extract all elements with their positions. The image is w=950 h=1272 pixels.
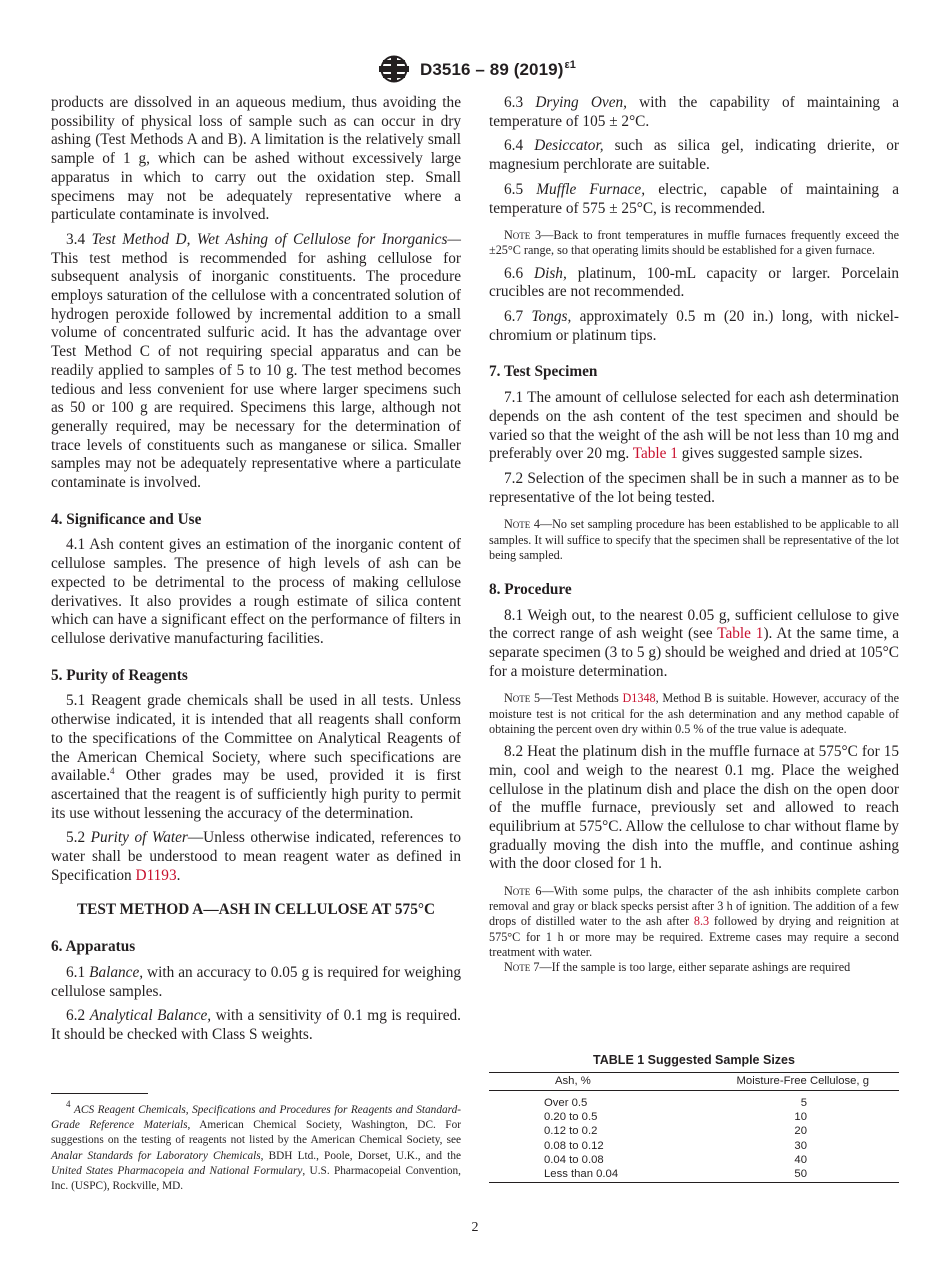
sample-sizes-table <box>489 1072 899 1183</box>
note-4: Note 4—No set sampling procedure has been established to be applicable to all samples. It will suffice to specify that the specimen shall be representative of the lot being sampled. <box>489 517 899 562</box>
section-8-1: 8.1 Weigh out, to the nearest 0.05 g, sufficient cellulose to give the correct range of ash weight (see Table 1). At the same time, a separate specimen (3 to 5 g) should be weighed and dried at 105°C for a moisture determination. <box>489 606 899 680</box>
section-6-2: 6.2 Analytical Balance, with a sensitivity of 0.1 mg is required. It should be checked with Class S weights. <box>51 1007 461 1043</box>
astm-logo-icon <box>374 55 414 83</box>
note-5: Note 5—Test Methods D1348, Method B is suitable. However, accuracy of the moisture test is not critical for the ash determination and any method capable of obtaining the percent oven dry within 0.5 % of the true value is adequate. <box>489 691 899 736</box>
cell-cellulose: 50 <box>671 1167 899 1183</box>
note-7: Note 7—If the sample is too large, either separate ashings are required <box>504 960 851 975</box>
left-column <box>51 94 461 1045</box>
footnote-4: $^4$ ACS Reagent Chemicals, Specifications and Procedures for Reagents and Standard-Grade Reference Materials, American Chemical Society, Washington, DC. For suggestions on the testing of reagents not listed by the American Chemical Society, see Analar Standards for Laboratory Chemicals, BDH Ltd., Poole, Dorset, U.K., and the United States Pharmacopeia and National Formulary, U.S. Pharmacopeial Convention, Inc. (USPC), Rockville, MD. <box>51 1099 461 1193</box>
heading-test-specimen: 7. Test Specimen <box>489 363 598 381</box>
link-table-1[interactable]: Table 1 <box>632 445 678 463</box>
cell-ash: 0.08 to 0.12 <box>544 1139 604 1152</box>
section-6-1: 6.1 Balance, with an accuracy to 0.05 g is required for weighing cellulose samples. <box>51 963 462 1000</box>
column-header-ash: Ash, % <box>489 1073 671 1091</box>
heading-procedure: 8. Procedure <box>489 580 572 598</box>
cell-ash: Over 0.5 <box>544 1097 588 1109</box>
section-6-7: 6.7 Tongs, approximately 0.5 m (20 in.) long, with nickel-chromium or platinum tips. <box>489 308 899 344</box>
link-table-1-procedure[interactable]: Table 1 <box>717 625 764 643</box>
heading-method-a: TEST METHOD A—ASH IN CELLULOSE AT 575°C <box>76 901 436 919</box>
cell-ash: 0.12 to 0.2 <box>544 1125 598 1138</box>
table-row <box>489 1153 899 1167</box>
cell-cellulose: 5 <box>800 1097 807 1109</box>
section-7-2: 7.2 Selection of the specimen shall be in such a manner as to be representative of the lot being tested. <box>489 469 899 506</box>
table-row <box>489 1139 899 1153</box>
page-number: 2 <box>471 1220 479 1235</box>
heading-significance: 4. Significance and Use <box>51 510 202 528</box>
section-8-2: 8.2 Heat the platinum dish in the muffle furnace at 575°C for 15 min, cool and weigh to the nearest 0.1 mg. Place the weighed cellulose in the platinum dish and place the dish on the open door of the muffle furnace, previously set and allowed to reach equilibrium at 575°C. Allow the cellulose to char without flame by gradually moving the dish into the muffle, and continue ashing with the door closed for 1 h. <box>489 743 899 873</box>
table-header-row <box>489 1073 899 1091</box>
link-d1348[interactable]: D1348 <box>622 691 656 706</box>
cell-cellulose: 10 <box>794 1111 807 1124</box>
section-3-4: 3.4 Test Method D, Wet Ashing of Cellulose for Inorganics—This test method is recommended for ashing cellulose for subsequent analysis of inorganic constituents. The procedure employs saturation of the cellulose with a concentrated solution of hydrogen peroxide followed by incremental addition to a small volume of concentrated sulfuric acid. It has the advantage over Test Method C of not requiring special apparatus and can be readily applied to samples of 5 to 10 g. The test method becomes tedious and less convenient for use where larger specimens such as 50 or 100 g are required. Specimens this large, although not generally required, may be necessary for the determination of trace levels of constituents such as manganese or silica. Smaller samples may not be adequately representative where a particulate contaminate is involved. <box>51 230 461 492</box>
note-6: Note 6—With some pulps, the character of the ash inhibits complete carbon removal and gray or black specks persist after 3 h of ignition. The addition of a few drops of distilled water to the ash after 8.3 followed by drying and reignition at 575°C for 1 h or more may be required. Extreme cases may require a second treatment with water. <box>489 884 899 959</box>
heading-apparatus: 6. Apparatus <box>51 938 136 956</box>
cell-cellulose: 20 <box>794 1125 807 1138</box>
table-row <box>489 1091 899 1111</box>
cell-ash: Less than 0.04 <box>489 1167 671 1183</box>
table-row <box>489 1167 899 1183</box>
link-d1193[interactable]: D1193 <box>135 866 177 884</box>
section-6-4: 6.4 Desiccator, such as silica gel, indicating drierite, or magnesium perchlorate are suitable. <box>489 137 900 174</box>
link-8-3[interactable]: 8.3 <box>693 914 710 929</box>
paragraph-3-3-continued: products are dissolved in an aqueous medium, thus avoiding the possibility of physical loss of sample such as can occur in dry ashing (Test Methods A and B). A limitation is the relatively small sample of 1 g, which can be ashed without excessively large apparatus in which to carry out the oxidation step. Small specimens may not be adequately representative where a particulate contaminate is involved. <box>51 94 461 224</box>
table-1 <box>489 1052 899 1183</box>
cell-cellulose: 30 <box>794 1139 807 1152</box>
footnote-divider <box>51 1093 148 1094</box>
section-5-2: 5.2 Purity of Water—Unless otherwise indicated, references to water shall be understood to mean reagent water as defined in Specification D1193. <box>51 829 462 884</box>
section-5-1: 5.1 Reagent grade chemicals shall be used in all tests. Unless otherwise indicated, it is intended that all reagents shall conform to the specifications of the Committee on Analytical Reagents of the American Chemical Society, where such specifications are available.$^4$ Other grades may be used, provided it is first ascertained that the reagent is of sufficiently high purity to permit its use without lessening the accuracy of the determination. <box>51 692 461 822</box>
column-header-cellulose: Moisture-Free Cellulose, g <box>671 1073 899 1091</box>
page-header <box>0 54 950 84</box>
standard-designation: D3516 – 89 $(2019)^{\varepsilon 1}$ <box>419 58 577 79</box>
section-4-1: 4.1 Ash content gives an estimation of the inorganic content of cellulose samples. The presence of high levels of ash can be expected to be detrimental to the process of making cellulose derivatives. It also provides a rough estimate of silica content which can have a significant effect on the performance of filters in cellulose derivative manufacturing facilities. <box>51 536 461 647</box>
cell-ash: 0.20 to 0.5 <box>544 1111 598 1124</box>
table-title: TABLE 1 Suggested Sample Sizes <box>593 1053 795 1067</box>
section-7-1: 7.1 The amount of cellulose selected for each ash determination depends on the ash content of the test specimen and should be varied so that the weight of the ash will be not less than 10 mg and preferably over 20 mg. Table 1 gives suggested sample sizes. <box>489 389 899 463</box>
section-6-6: 6.6 Dish, platinum, 100-mL capacity or larger. Porcelain crucibles are not recommended. <box>489 264 900 301</box>
table-row <box>489 1124 899 1138</box>
note-3: Note 3—Back to front temperatures in muffle furnaces frequently exceed the ±25°C range, so that operating limits should be established for a given furnace. <box>489 228 899 258</box>
right-column <box>489 94 899 975</box>
heading-purity: 5. Purity of Reagents <box>51 666 188 684</box>
table-row <box>489 1110 899 1124</box>
cell-ash: 0.04 to 0.08 <box>544 1153 604 1166</box>
cell-cellulose: 40 <box>794 1153 807 1166</box>
section-6-5: 6.5 Muffle Furnace, electric, capable of maintaining a temperature of 575 ± 25°C, is recommended. <box>489 180 899 217</box>
section-6-3: 6.3 Drying Oven, with the capability of maintaining a temperature of 105 ± 2°C. <box>489 94 899 130</box>
